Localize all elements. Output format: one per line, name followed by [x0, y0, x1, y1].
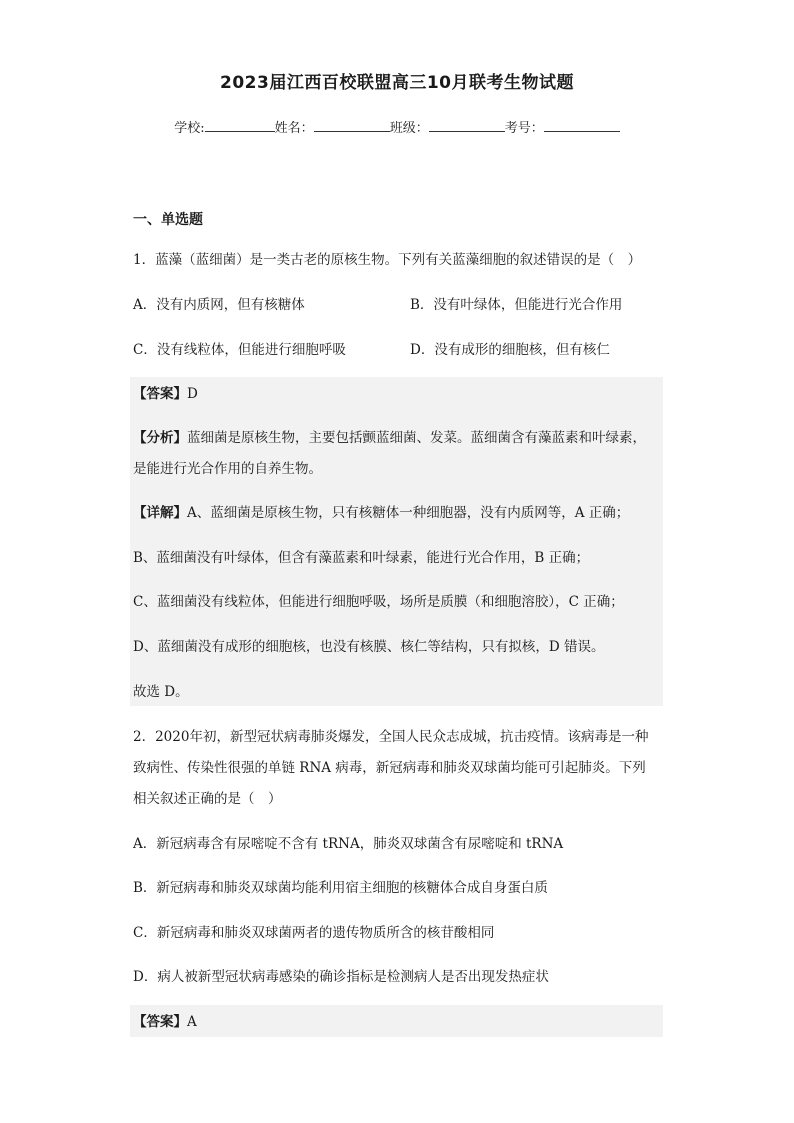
answer-tag: 【答案】: [133, 1014, 187, 1030]
name-label: 姓名：: [274, 121, 314, 136]
q1-detail: [133, 503, 663, 523]
section-heading: 一、单选题: [133, 212, 203, 228]
school-blank[interactable]: [205, 119, 275, 132]
answer-tag: 【答案】: [133, 386, 187, 402]
q1-conclusion: 故选 D。: [133, 684, 189, 700]
exam-no-blank[interactable]: [544, 119, 620, 132]
analysis-tag: 【分析】: [133, 430, 187, 446]
q1-detail-d: D、蓝细菌没有成形的细胞核，也没有核膜、核仁等结构，只有拟核，D 错误。: [133, 639, 605, 655]
q2-option-c: C．新冠病毒和肺炎双球菌两者的遗传物质所含的核苷酸相同: [133, 925, 495, 941]
school-label: 学校:: [174, 121, 205, 136]
class-label: 班级：: [389, 121, 429, 136]
q2-option-a: A．新冠病毒含有尿嘧啶不含有 tRNA，肺炎双球菌含有尿嘧啶和 tRNA: [133, 836, 564, 852]
q1-detail-c: C、蓝细菌没有线粒体，但能进行细胞呼吸，场所是质膜（和细胞溶胶），C 正确；: [133, 594, 624, 610]
q2-stem-1: 2．2020年初，新型冠状病毒肺炎爆发，全国人民众志成城，抗击疫情。该病毒是一种: [133, 729, 649, 745]
answer-value: A: [187, 1014, 197, 1030]
q2-answer: [133, 1012, 663, 1032]
q1-option-c: C．没有线粒体，但能进行细胞呼吸: [133, 342, 346, 358]
page-title: 2023届江西百校联盟高三10月联考生物试题: [220, 73, 574, 93]
detail-text-a: A、蓝细菌是原核生物，只有核糖体一种细胞器，没有内质网等，A 正确；: [187, 505, 630, 521]
q1-answer: [133, 384, 663, 404]
name-blank[interactable]: [314, 119, 390, 132]
q1-analysis: [133, 428, 663, 448]
q1-option-b: B．没有叶绿体，但能进行光合作用: [410, 297, 623, 313]
q2-stem-2: 致病性、传染性很强的单链 RNA 病毒，新冠病毒和肺炎双球菌均能可引起肺炎。下列: [133, 760, 646, 776]
q2-stem-3: 相关叙述正确的是（ ）: [133, 791, 282, 807]
exam-no-label: 考号：: [504, 121, 544, 136]
q1-option-a: A．没有内质网，但有核糖体: [133, 297, 305, 313]
q2-option-d: D．病人被新型冠状病毒感染的确诊指标是检测病人是否出现发热症状: [133, 969, 549, 985]
analysis-text: 蓝细菌是原核生物，主要包括颤蓝细菌、发菜。蓝细菌含有藻蓝素和叶绿素，: [187, 430, 646, 446]
student-info-line: [0, 117, 794, 136]
q2-option-b: B．新冠病毒和肺炎双球菌均能利用宿主细胞的核糖体合成自身蛋白质: [133, 880, 548, 896]
detail-tag: 【详解】: [133, 505, 187, 521]
q1-stem: 1．蓝藻（蓝细菌）是一类古老的原核生物。下列有关蓝藻细胞的叙述错误的是（ ）: [133, 252, 642, 268]
answer-value: D: [187, 386, 198, 402]
q1-analysis-cont: 是能进行光合作用的自养生物。: [133, 461, 322, 477]
q1-option-d: D．没有成形的细胞核，但有核仁: [410, 342, 610, 358]
q1-detail-b: B、蓝细菌没有叶绿体，但含有藻蓝素和叶绿素，能进行光合作用，B 正确；: [133, 550, 590, 566]
class-blank[interactable]: [429, 119, 505, 132]
